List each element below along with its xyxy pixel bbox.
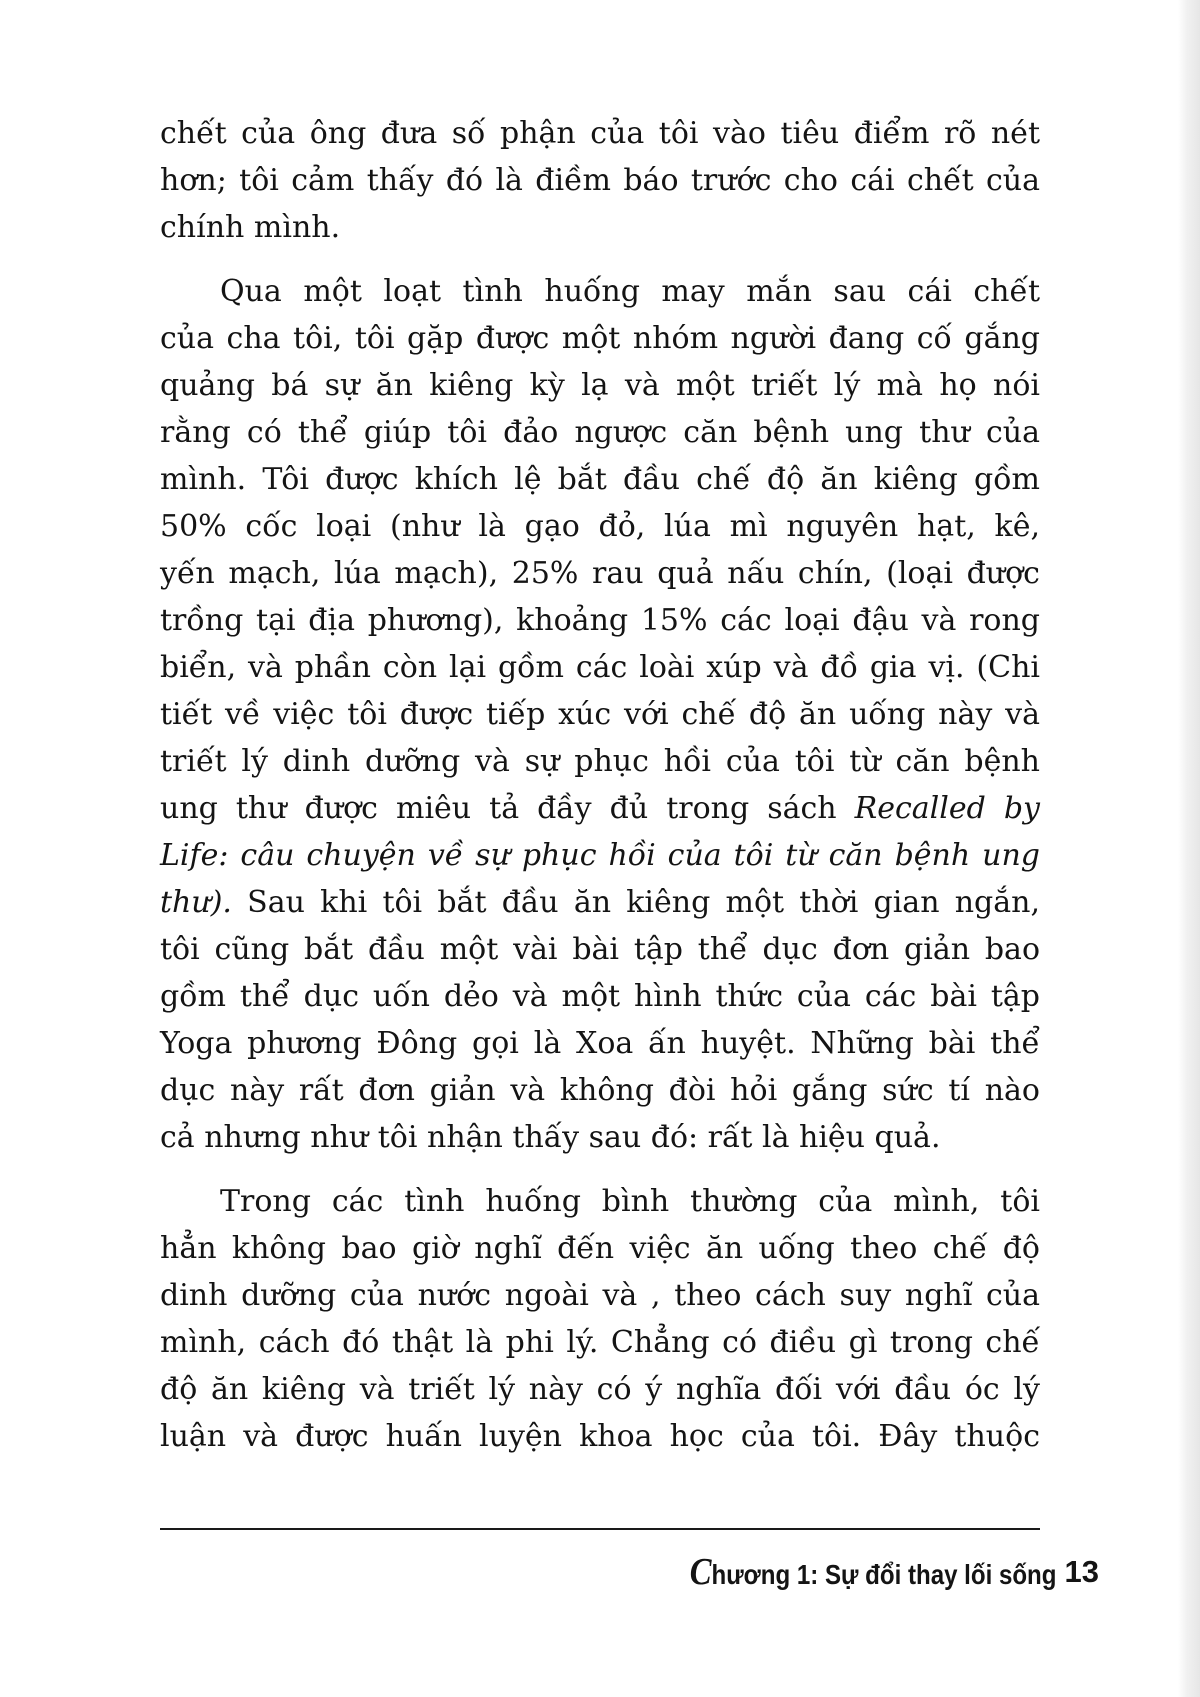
page-number: 13 (1064, 1554, 1099, 1589)
text-line: dục này rất đơn giản và không đòi hỏi gắng sức tí nào (160, 1073, 1040, 1108)
text-line (160, 879, 1040, 926)
page-edge-shadow (1178, 0, 1200, 1697)
text-line: triết lý dinh dưỡng và sự phục hồi của tôi từ căn bệnh (160, 744, 1040, 779)
text-line: tiết về việc tôi được tiếp xúc với chế độ ăn uống này và (160, 697, 1040, 732)
text-line: yến mạch, lúa mạch), 25% rau quả nấu chín, (loại được (160, 556, 1040, 591)
text-segment: ung thư được miêu tả đầy đủ trong sách (160, 791, 837, 826)
book-title-italic: thư). (160, 885, 232, 920)
text-line: rằng có thể giúp tôi đảo ngược căn bệnh ung thư của (160, 415, 1040, 450)
text-line: Yoga phương Đông gọi là Xoa ấn huyệt. Những bài thể (160, 1026, 1040, 1061)
text-line: luận và được huấn luyện khoa học của tôi. Đây thuộc (160, 1419, 1040, 1454)
text-line: hơn; tôi cảm thấy đó là điềm báo trước cho cái chết của (160, 163, 1040, 198)
running-footer (630, 1550, 1099, 1600)
text-segment: Sau khi tôi bắt đầu ăn kiêng một thời gian ngắn, (247, 885, 1040, 920)
text-line: hẳn không bao giờ nghĩ đến việc ăn uống theo chế độ (160, 1231, 1040, 1266)
text-line: Trong các tình huống bình thường của mình, tôi (220, 1184, 1040, 1219)
chapter-title-initial: C (689, 1551, 712, 1593)
text-line: của cha tôi, tôi gặp được một nhóm người đang cố gắng (160, 321, 1040, 356)
text-line: tôi cũng bắt đầu một vài bài tập thể dục đơn giản bao (160, 932, 1040, 967)
text-line: độ ăn kiêng và triết lý này có ý nghĩa đối với đầu óc lý (160, 1372, 1040, 1407)
text-line: Qua một loạt tình huống may mắn sau cái chết (220, 274, 1040, 309)
book-title-italic: Life: câu chuyện về sự phục hồi của tôi từ căn bệnh ung (160, 838, 1040, 873)
text-line: cả nhưng như tôi nhận thấy sau đó: rất là hiệu quả. (160, 1120, 941, 1155)
text-line: trồng tại địa phương), khoảng 15% các loại đậu và rong (160, 603, 1040, 638)
footer-divider (160, 1528, 1040, 1530)
text-line: chết của ông đưa số phận của tôi vào tiêu điểm rõ nét (160, 116, 1040, 151)
text-line (160, 832, 1040, 879)
paragraph-1 (160, 110, 1040, 251)
chapter-title-rest: hương 1: Sự đổi thay lối sống (711, 1559, 1057, 1590)
text-line: dinh dưỡng của nước ngoài và , theo cách suy nghĩ của (160, 1278, 1040, 1313)
chapter-title (690, 1550, 1057, 1594)
text-line: mình, cách đó thật là phi lý. Chẳng có điều gì trong chế (160, 1325, 1040, 1360)
text-line: mình. Tôi được khích lệ bắt đầu chế độ ăn kiêng gồm (160, 462, 1040, 497)
text-line: quảng bá sự ăn kiêng kỳ lạ và một triết lý mà họ nói (160, 368, 1040, 403)
book-title-italic: Recalled by (854, 791, 1040, 826)
page-body-text (160, 110, 1040, 1460)
paragraph-3 (160, 1178, 1040, 1460)
text-line: 50% cốc loại (như là gạo đỏ, lúa mì nguyên hạt, kê, (160, 509, 1040, 544)
text-line: biển, và phần còn lại gồm các loài xúp và đồ gia vị. (Chi (160, 650, 1040, 685)
text-line: gồm thể dục uốn dẻo và một hình thức của các bài tập (160, 979, 1040, 1014)
paragraph-2 (160, 268, 1040, 1161)
text-line: chính mình. (160, 210, 341, 245)
text-line (160, 785, 1040, 832)
